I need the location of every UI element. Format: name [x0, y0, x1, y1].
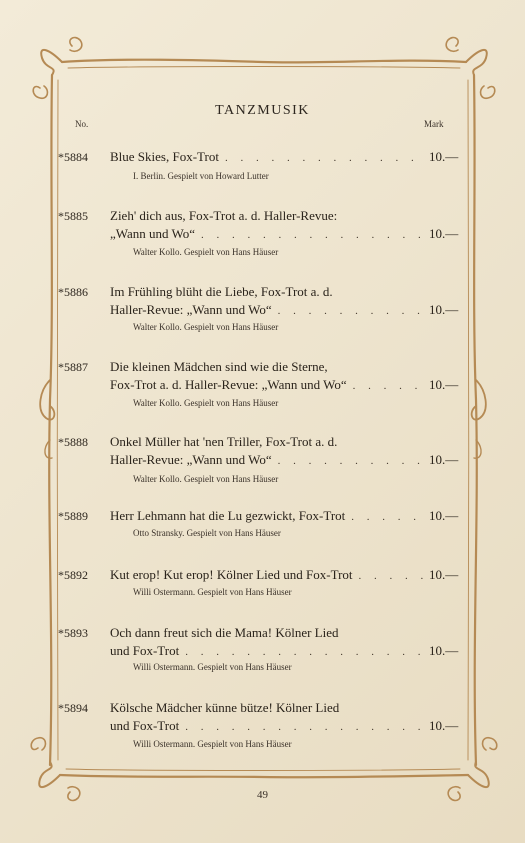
entry-title-continued: „Wann und Wo“	[110, 226, 196, 241]
entry-price: 10.—	[429, 302, 459, 317]
record-number: *5892	[58, 568, 88, 582]
entry-credit: Walter Kollo. Gespielt von Hans Häuser	[133, 322, 279, 332]
leader-dots	[185, 718, 425, 736]
entry-title: Die kleinen Mädchen sind wie die Sterne,	[110, 359, 328, 374]
entry-title-line	[110, 207, 465, 225]
entry-title: Och dann freut sich die Mama! Kölner Lied	[110, 625, 339, 640]
entry-title: Onkel Müller hat 'nen Triller, Fox-Trot a. d.	[110, 434, 338, 449]
entry-price: 10.—	[429, 377, 459, 392]
entry-title-continued: Fox-Trot a. d. Haller-Revue: „Wann und Wo“	[110, 377, 347, 392]
leader-dots	[185, 643, 425, 661]
entry-credit: Walter Kollo. Gespielt von Hans Häuser	[133, 247, 279, 257]
entry-credit: Walter Kollo. Gespielt von Hans Häuser	[133, 398, 279, 408]
entry-price: 10.—	[429, 643, 459, 658]
entry-title: Im Frühling blüht die Liebe, Fox-Trot a. d.	[110, 284, 333, 299]
entry-title-line	[110, 624, 465, 642]
entry-title: Zieh' dich aus, Fox-Trot a. d. Haller-Revue:	[110, 208, 338, 223]
entry-title-line	[110, 699, 465, 717]
entry-title-line	[110, 358, 465, 376]
entry-title-line	[110, 148, 465, 166]
record-number: *5886	[58, 285, 88, 299]
page-number: 49	[257, 789, 268, 801]
record-number: *5894	[58, 701, 88, 715]
entry-credit: Willi Ostermann. Gespielt von Hans Häuser	[133, 587, 292, 597]
entry-title-line	[110, 433, 465, 451]
record-number: *5885	[58, 209, 88, 223]
entry-title-line	[110, 225, 465, 243]
entry-title-line	[110, 566, 465, 584]
entry-title: Blue Skies, Fox-Trot	[110, 149, 219, 164]
record-number: *5887	[58, 360, 88, 374]
column-header-number: No.	[75, 119, 89, 129]
entry-price: 10.—	[429, 567, 459, 582]
entry-title-line	[110, 376, 465, 394]
leader-dots	[278, 452, 425, 470]
entry-title-line	[110, 507, 465, 525]
record-number: *5884	[58, 150, 88, 164]
entry-credit: Willi Ostermann. Gespielt von Hans Häuser	[133, 739, 292, 749]
record-number: *5893	[58, 626, 88, 640]
leader-dots	[278, 302, 425, 320]
entry-title: Kut erop! Kut erop! Kölner Lied und Fox-Trot	[110, 567, 353, 582]
leader-dots	[359, 567, 425, 585]
entry-title-continued: und Fox-Trot	[110, 643, 180, 658]
record-number: *5888	[58, 435, 88, 449]
entry-credit: Otto Stransky. Gespielt von Hans Häuser	[133, 528, 281, 538]
entry-title: Herr Lehmann hat die Lu gezwickt, Fox-Trot	[110, 508, 346, 523]
entry-title-line	[110, 642, 465, 660]
entry-title: Kölsche Mädcher künne bütze! Kölner Lied	[110, 700, 340, 715]
entry-title-continued: Haller-Revue: „Wann und Wo“	[110, 452, 272, 467]
entry-price: 10.—	[429, 452, 459, 467]
leader-dots	[225, 149, 425, 167]
leader-dots	[351, 508, 425, 526]
entry-credit: I. Berlin. Gespielt von Howard Lutter	[133, 171, 269, 181]
entry-title-line	[110, 283, 465, 301]
entry-price: 10.—	[429, 508, 459, 523]
entry-credit: Willi Ostermann. Gespielt von Hans Häuser	[133, 662, 292, 672]
entry-price: 10.—	[429, 718, 459, 733]
entry-title-line	[110, 301, 465, 319]
entry-price: 10.—	[429, 149, 459, 164]
record-number: *5889	[58, 509, 88, 523]
entry-credit: Walter Kollo. Gespielt von Hans Häuser	[133, 474, 279, 484]
leader-dots	[353, 377, 425, 395]
section-heading: TANZMUSIK	[215, 103, 310, 118]
entry-title-continued: und Fox-Trot	[110, 718, 180, 733]
entry-title-continued: Haller-Revue: „Wann und Wo“	[110, 302, 272, 317]
leader-dots	[201, 226, 425, 244]
entry-title-line	[110, 451, 465, 469]
column-header-price: Mark	[424, 119, 444, 129]
entry-title-line	[110, 717, 465, 735]
entry-price: 10.—	[429, 226, 459, 241]
